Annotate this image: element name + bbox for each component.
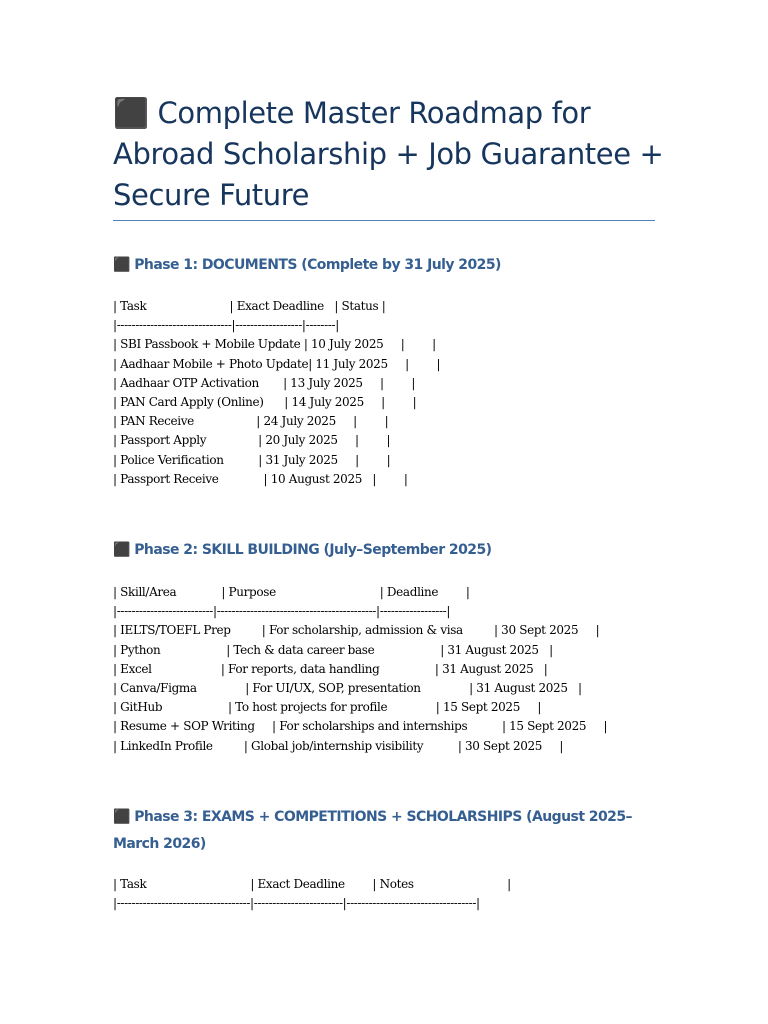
phase-3-table-header-row: | Task | Exact Deadline | Notes | (113, 877, 511, 891)
phase-1-table (113, 297, 673, 489)
table-row: | Resume + SOP Writing | For scholarships and internships | 15 Sept 2025 | (113, 719, 608, 734)
phase-2-heading: ⬛ Phase 2: SKILL BUILDING (July–September 2025) (113, 542, 492, 558)
title-underline-divider (113, 220, 655, 221)
table-row: | Passport Receive | 10 August 2025 | | (113, 471, 408, 486)
table-row: | Aadhaar Mobile + Photo Update| 11 July 2025 | | (113, 356, 441, 371)
table-row: | GitHub | To host projects for profile | 15 Sept 2025 | (113, 700, 542, 715)
table-row: | Passport Apply | 20 July 2025 | | (113, 433, 391, 448)
phase-2-table-separator-row: |--------------------------|-------------------------------------------|------------------| (113, 604, 451, 619)
phase-1-table-separator-row: |-------------------------------|------------------|--------| (113, 318, 339, 333)
table-row: | Python | Tech & data career base | 31 August 2025 | (113, 642, 553, 657)
phase-2-table-header-row: | Skill/Area | Purpose | Deadline | (113, 585, 470, 599)
phase-3-table (113, 875, 673, 913)
phase-3-heading: ⬛ Phase 3: EXAMS + COMPETITIONS + SCHOLARSHIPS (August 2025–March 2026) (113, 809, 633, 852)
table-row: | PAN Card Apply (Online) | 14 July 2025 | | (113, 394, 417, 409)
table-row: | Aadhaar OTP Activation | 13 July 2025 | | (113, 375, 416, 390)
table-row: | SBI Passbook + Mobile Update | 10 July 2025 | | (113, 337, 436, 352)
table-row: | Canva/Figma | For UI/UX, SOP, presentation | 31 August 2025 | (113, 680, 582, 695)
phase-3-table-separator-row: |------------------------------------|------------------------|-----------------------------------| (113, 896, 480, 911)
table-row: | Police Verification | 31 July 2025 | | (113, 452, 391, 467)
document-title: ⬛ Complete Master Roadmap for Abroad Scholarship + Job Guarantee + Secure Future (113, 96, 664, 212)
phase-1-table-header-row: | Task | Exact Deadline | Status | (113, 299, 386, 313)
phase-1-heading: ⬛ Phase 1: DOCUMENTS (Complete by 31 July 2025) (113, 257, 501, 273)
table-row: | Excel | For reports, data handling | 31 August 2025 | (113, 661, 548, 676)
phase-2-table (113, 583, 673, 756)
table-row: | IELTS/TOEFL Prep | For scholarship, admission & visa | 30 Sept 2025 | (113, 623, 600, 638)
table-row: | LinkedIn Profile | Global job/internship visibility | 30 Sept 2025 | (113, 738, 564, 753)
table-row: | PAN Receive | 24 July 2025 | | (113, 414, 389, 429)
